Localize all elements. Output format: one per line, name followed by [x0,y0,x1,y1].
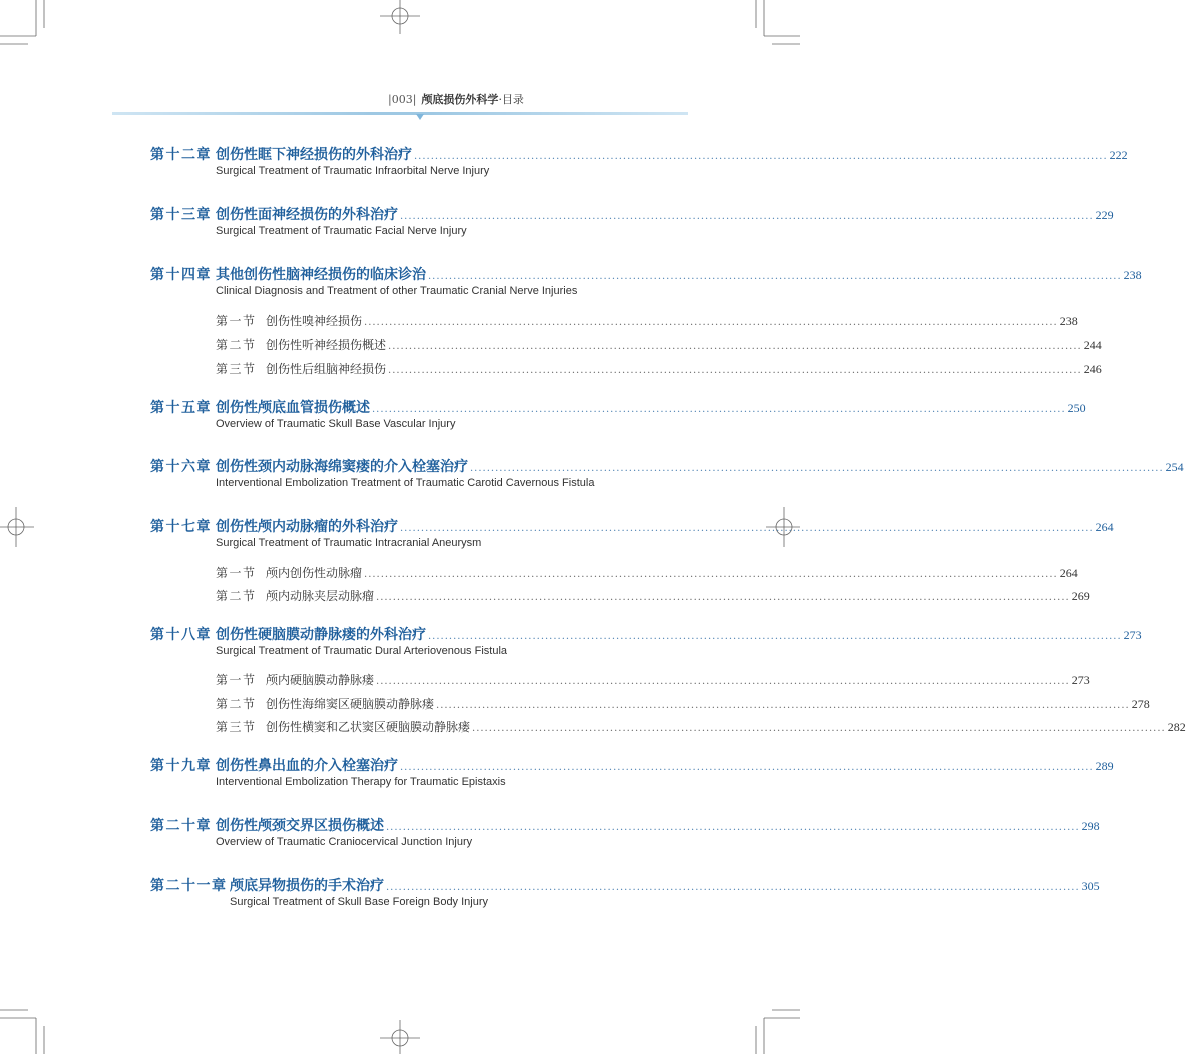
chapter-title: 创伤性鼻出血的介入栓塞治疗 [216,758,398,774]
section-number: 第一节 [216,314,257,328]
toc-section[interactable] [216,587,1090,607]
header-page-number: 003 [391,93,413,106]
header-text: |003| 颅底损伤外科学·目录 [388,93,524,106]
chapter-english-title: Surgical Treatment of Skull Base Foreign Body Injury [230,896,489,908]
chapter-number: 第二十一章 [150,878,228,894]
dot-leader: ...................................................................................................................................................................... [470,463,1164,474]
chapter-number: 第十二章 [150,147,212,163]
dot-leader: ...................................................................................................................................................................... [414,151,1108,162]
section-title: 创伤性嗅神经损伤 [266,314,363,328]
chapter-number: 第十三章 [150,207,212,223]
chapter-page: 289 [1095,759,1114,773]
chapter-title: 创伤性硬脑膜动静脉瘘的外科治疗 [216,627,426,643]
section-page: 282 [1167,720,1186,734]
dot-leader: ...................................................................................................................................................................... [472,723,1166,734]
chapter-number: 第十五章 [150,400,212,416]
chapter-title: 创伤性颅底血管损伤概述 [216,400,370,416]
section-title: 创伤性后组脑神经损伤 [266,362,387,376]
section-title: 颅内硬脑膜动静脉瘘 [266,673,375,687]
dot-leader: ...................................................................................................................................................................... [400,762,1094,773]
dot-leader: ...................................................................................................................................................................... [428,271,1122,282]
section-title: 颅内动脉夹层动脉瘤 [266,589,375,603]
chapter-english-title: Overview of Traumatic Craniocervical Junction Injury [216,836,473,848]
chapter-title: 创伤性颈内动脉海绵窦瘘的介入栓塞治疗 [216,459,468,475]
chapter-page: 264 [1095,520,1114,534]
chapter-english-title: Overview of Traumatic Skull Base Vascular Injury [216,418,456,430]
toc-section[interactable] [216,695,1150,715]
section-page: 238 [1059,314,1078,328]
toc-chapter-14[interactable] [150,264,1142,284]
toc-section[interactable] [216,671,1090,691]
chapter-page: 222 [1109,148,1128,162]
toc-section[interactable] [216,360,1102,380]
chapter-english-title: Surgical Treatment of Traumatic Intracranial Aneurysm [216,537,482,549]
section-page: 264 [1059,566,1078,580]
chapter-number: 第十九章 [150,758,212,774]
section-title: 创伤性海绵窦区硬脑膜动静脉瘘 [266,697,435,711]
header-section: 目录 [501,93,524,106]
chapter-english-title: Interventional Embolization Therapy for Traumatic Epistaxis [216,776,506,788]
section-number: 第三节 [216,720,257,734]
dot-leader: ...................................................................................................................................................................... [436,700,1130,711]
section-page: 246 [1083,362,1102,376]
chapter-title: 其他创伤性脑神经损伤的临床诊治 [216,267,426,283]
section-number: 第一节 [216,566,257,580]
toc-chapter-13[interactable] [150,204,1114,224]
dot-leader: ...................................................................................................................................................................... [400,211,1094,222]
chapter-title: 创伤性面神经损伤的外科治疗 [216,207,398,223]
toc-chapter-18[interactable] [150,624,1142,644]
toc-section[interactable] [216,336,1102,356]
chapter-page: 273 [1123,628,1142,642]
section-number: 第二节 [216,338,257,352]
section-title: 颅内创伤性动脉瘤 [266,566,363,580]
toc-chapter-15[interactable] [150,397,1086,417]
chapter-number: 第十四章 [150,267,212,283]
header-separator: · [498,93,502,106]
chapter-number: 第十七章 [150,519,212,535]
section-page: 278 [1131,697,1150,711]
chapter-english-title: Surgical Treatment of Traumatic Dural Arteriovenous Fistula [216,645,508,657]
section-number: 第二节 [216,697,257,711]
section-page: 273 [1071,673,1090,687]
chapter-number: 第十八章 [150,627,212,643]
dot-leader: ...................................................................................................................................................................... [372,404,1066,415]
dot-leader: ...................................................................................................................................................................... [400,523,1094,534]
dot-leader: ...................................................................................................................................................................... [376,592,1070,603]
chapter-title: 创伤性眶下神经损伤的外科治疗 [216,147,412,163]
dot-leader: ...................................................................................................................................................................... [386,822,1080,833]
section-title: 创伤性听神经损伤概述 [266,338,387,352]
chapter-number: 第二十章 [150,818,212,834]
toc-chapter-20[interactable] [150,815,1100,835]
toc-chapter-21[interactable] [150,875,1100,895]
dot-leader: ...................................................................................................................................................................... [364,569,1058,580]
section-page: 269 [1071,589,1090,603]
toc-section[interactable] [216,718,1186,738]
section-title: 创伤性横窦和乙状窦区硬脑膜动静脉瘘 [266,720,471,734]
dot-leader: ...................................................................................................................................................................... [364,317,1058,328]
section-page: 244 [1083,338,1102,352]
chapter-number: 第十六章 [150,459,212,475]
chapter-page: 229 [1095,208,1114,222]
dot-leader: ...................................................................................................................................................................... [388,341,1082,352]
dot-leader: ...................................................................................................................................................................... [388,365,1082,376]
chapter-page: 305 [1081,879,1100,893]
chapter-title: 颅底异物损伤的手术治疗 [230,878,384,894]
toc-chapter-16[interactable] [150,456,1184,476]
header-book-title: 颅底损伤外科学 [421,93,499,106]
chapter-english-title: Interventional Embolization Treatment of Traumatic Carotid Cavernous Fistula [216,477,595,489]
chapter-page: 298 [1081,819,1100,833]
toc-section[interactable] [216,564,1078,584]
chapter-page: 250 [1067,401,1086,415]
toc-chapter-12[interactable] [150,144,1128,164]
chapter-english-title: Surgical Treatment of Traumatic Infraorbital Nerve Injury [216,165,490,177]
chapter-title: 创伤性颅颈交界区损伤概述 [216,818,384,834]
toc-section[interactable] [216,312,1078,332]
section-number: 第三节 [216,362,257,376]
toc-chapter-19[interactable] [150,755,1114,775]
chapter-page: 238 [1123,268,1142,282]
section-number: 第一节 [216,673,257,687]
toc-chapter-17[interactable] [150,516,1114,536]
chapter-english-title: Surgical Treatment of Traumatic Facial Nerve Injury [216,225,467,237]
dot-leader: ...................................................................................................................................................................... [428,631,1122,642]
dot-leader: ...................................................................................................................................................................... [386,882,1080,893]
chapter-title: 创伤性颅内动脉瘤的外科治疗 [216,519,398,535]
chapter-page: 254 [1165,460,1184,474]
section-number: 第二节 [216,589,257,603]
chapter-english-title: Clinical Diagnosis and Treatment of other Traumatic Cranial Nerve Injuries [216,285,578,297]
dot-leader: ...................................................................................................................................................................... [376,676,1070,687]
